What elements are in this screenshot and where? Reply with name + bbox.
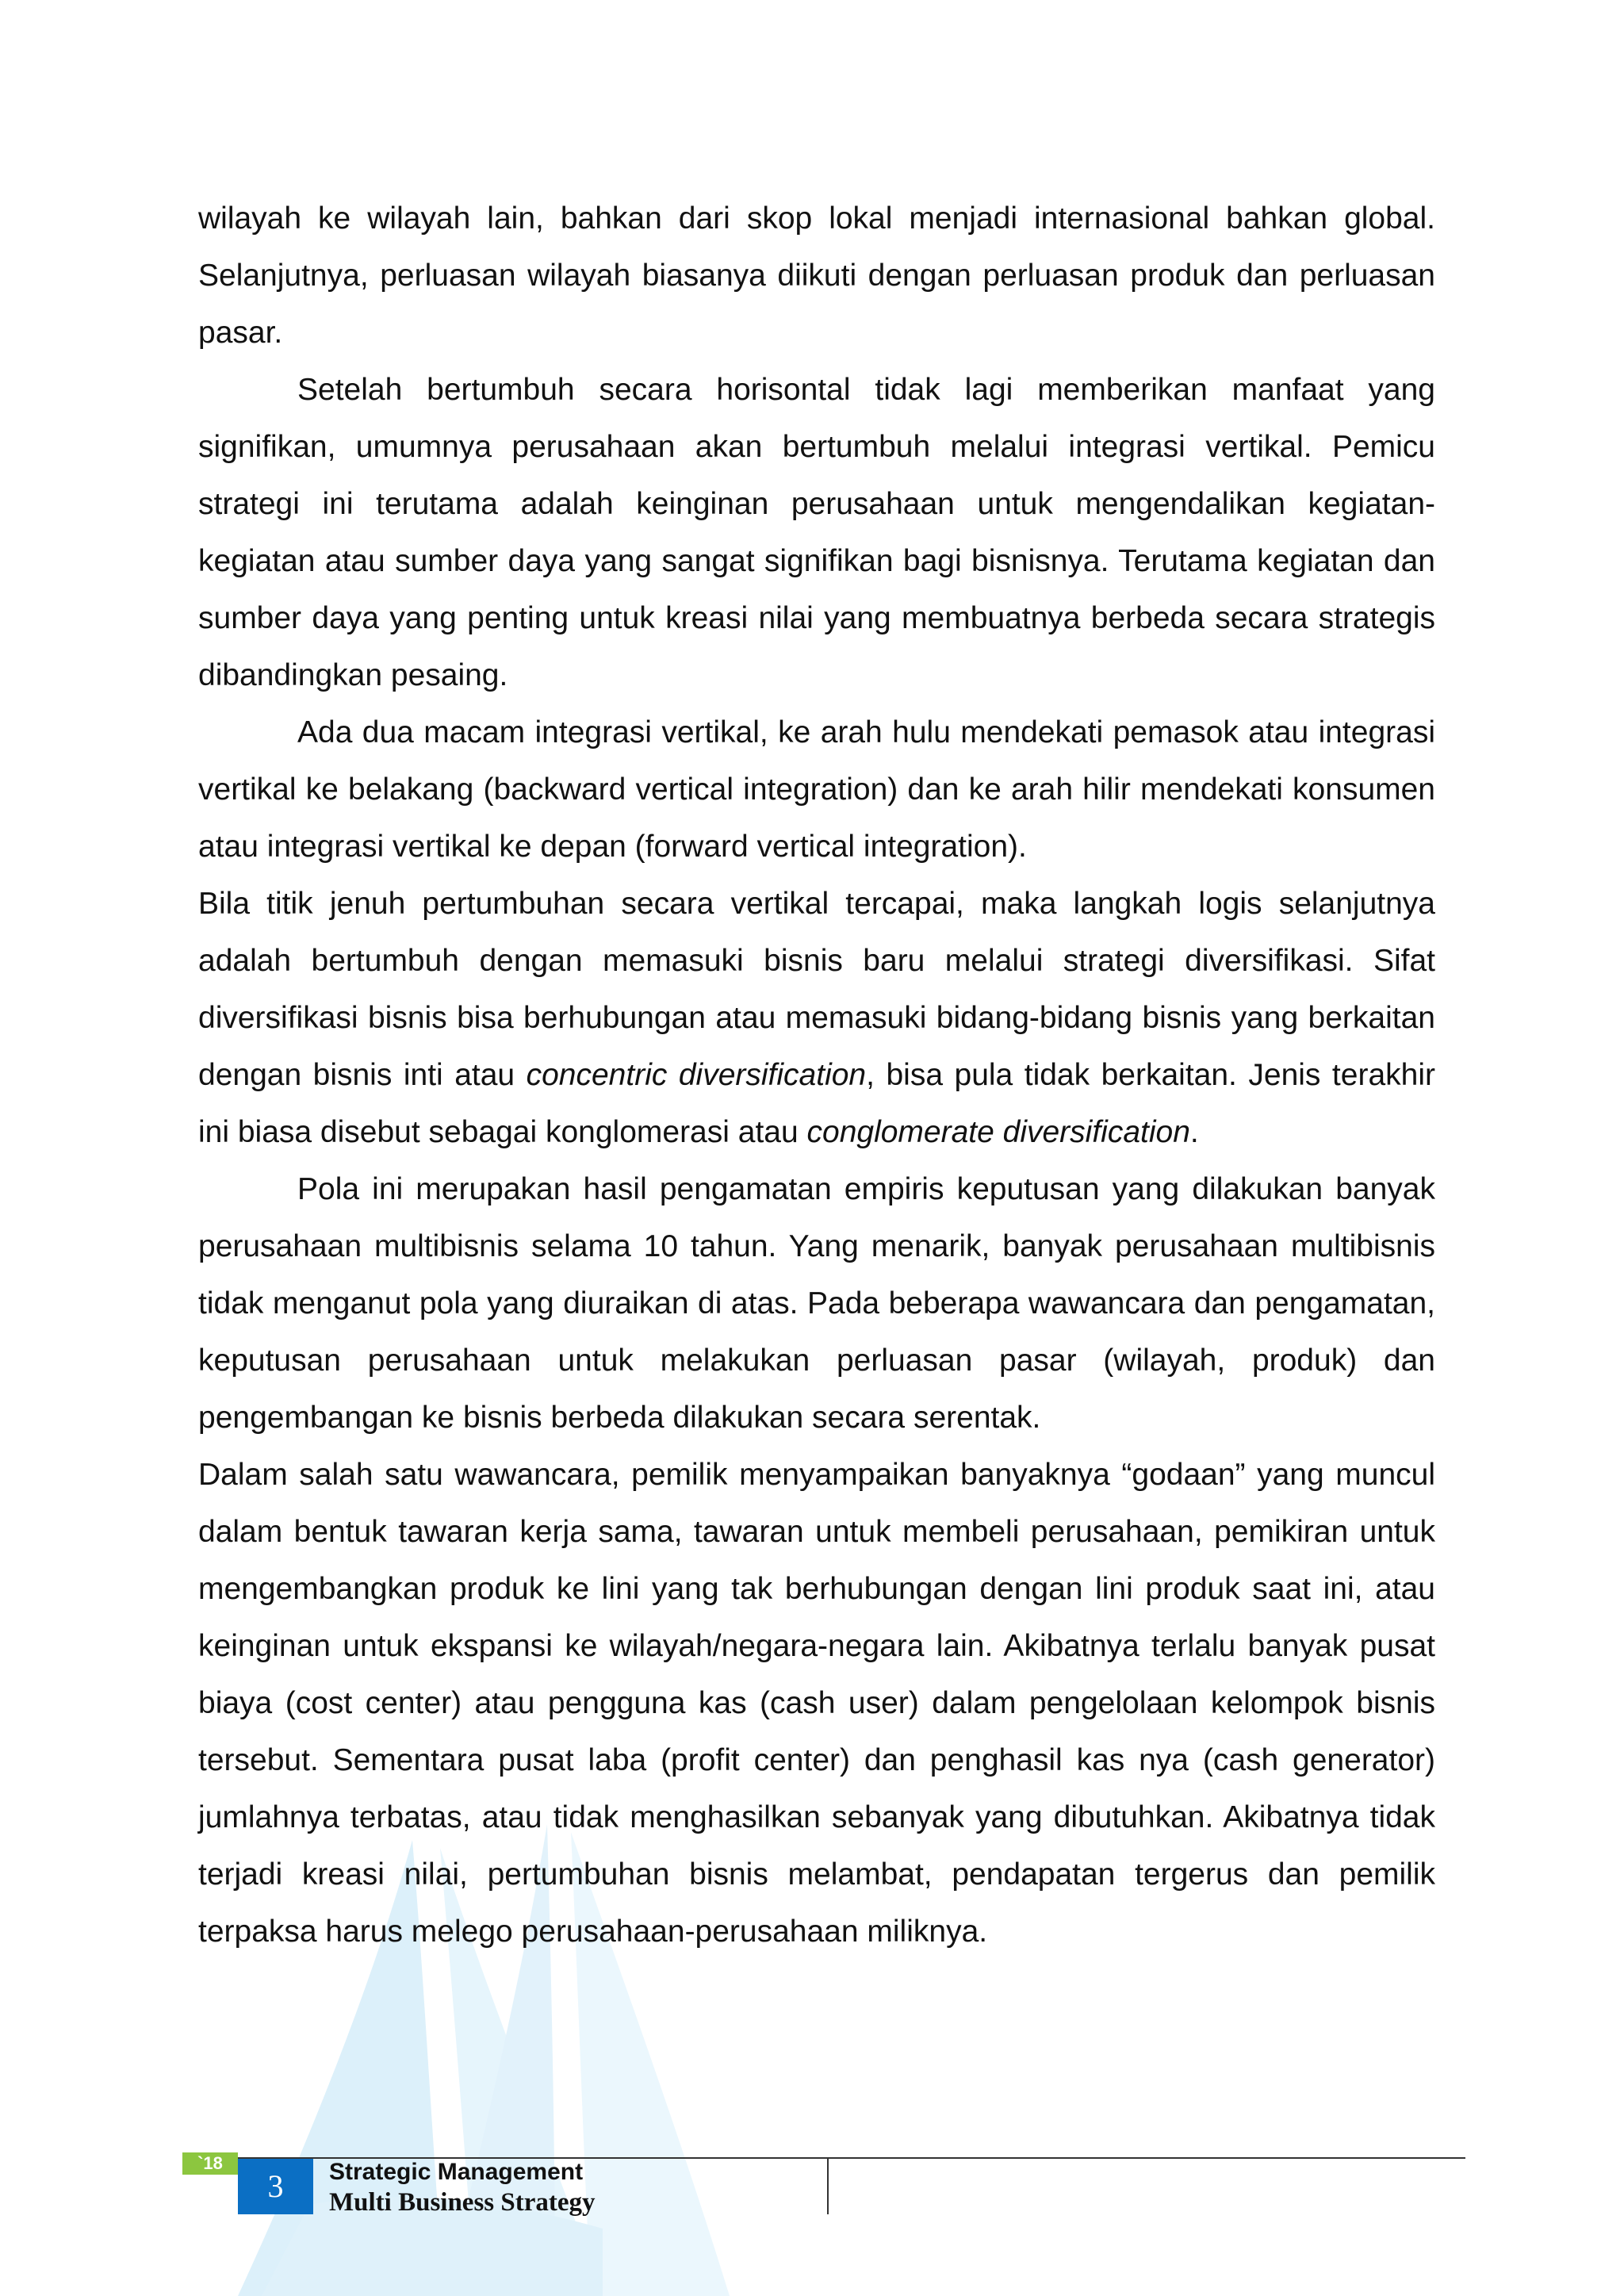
paragraph <box>198 190 1435 362</box>
paragraph <box>198 1447 1435 1961</box>
italic-term: concentric diversification <box>526 1058 867 1092</box>
italic-term: conglomerate diversification <box>806 1115 1190 1149</box>
text-run: Setelah bertumbuh secara horisontal tidak lagi memberikan manfaat yang signifikan, umumnya perusahaan akan bertumbuh melalui integrasi vertikal. Pemicu strategi ini terutama adalah keinginan perusahaan untuk mengendalikan kegiatan-kegiatan atau sumber daya yang sangat signifikan bagi bisnisnya. Terutama kegiatan dan sumber daya yang penting untuk kreasi nilai yang membuatnya berbeda secara strategis dibandingkan pesaing. <box>198 373 1435 692</box>
year-tag: `18 <box>182 2152 238 2175</box>
body-text <box>198 190 1435 1961</box>
text-run: Ada dua macam integrasi vertikal, ke arah hulu mendekati pemasok atau integrasi vertikal ke belakang (backward vertical integration) dan ke arah hilir mendekati konsumen atau integrasi vertikal ke depan (forward vertical integration). <box>198 715 1435 864</box>
text-run: , bisa pula tidak berkaitan. Jenis terakhir ini biasa disebut sebagai konglomerasi atau <box>198 1058 1435 1149</box>
footer-subtitle: Multi Business Strategy <box>329 2188 596 2217</box>
text-run: Pola ini merupakan hasil pengamatan empiris keputusan yang dilakukan banyak perusahaan multibisnis selama 10 tahun. Yang menarik, banyak perusahaan multibisnis tidak menganut pola yang diuraikan di atas. Pada beberapa wawancara dan pengamatan, keputusan perusahaan untuk melakukan perluasan pasar (wilayah, produk) dan pengembangan ke bisnis berbeda dilakukan secara serentak. <box>198 1172 1435 1435</box>
text-run: wilayah ke wilayah lain, bahkan dari skop lokal menjadi internasional bahkan global. Selanjutnya, perluasan wilayah biasanya diikuti dengan perluasan produk dan perluasan pasar. <box>198 201 1435 350</box>
text-run: Dalam salah satu wawancara, pemilik menyampaikan banyaknya “godaan” yang muncul dalam bentuk tawaran kerja sama, tawaran untuk membeli perusahaan, pemikiran untuk mengembangkan produk ke lini yang tak berhubungan dengan lini produk saat ini, atau keinginan untuk ekspansi ke wilayah/negara-negara lain. Akibatnya terlalu banyak pusat biaya (cost center) atau pengguna kas (cash user) dalam pengelolaan kelompok bisnis tersebut. Sementara pusat laba (profit center) dan penghasil kas nya (cash generator) jumlahnya terbatas, atau tidak menghasilkan sebanyak yang dibutuhkan. Akibatnya tidak terjadi kreasi nilai, pertumbuhan bisnis melambat, pendapatan tergerus dan pemilik terpaksa harus melego perusahaan-perusahaan miliknya. <box>198 1458 1435 1949</box>
paragraph <box>198 876 1435 1161</box>
footer-separator <box>827 2159 829 2214</box>
text-run: . <box>1189 1115 1199 1149</box>
paragraph <box>198 362 1435 704</box>
paragraph <box>198 704 1435 876</box>
page-number: 3 <box>238 2159 313 2214</box>
text-run: Bila titik jenuh pertumbuhan secara vertikal tercapai, maka langkah logis selanjutnya adalah bertumbuh dengan memasuki bisnis baru melalui strategi diversifikasi. Sifat diversifikasi bisnis bisa berhubungan atau memasuki bidang-bidang bisnis yang berkaitan dengan bisnis inti atau <box>198 887 1435 1092</box>
paragraph <box>198 1161 1435 1447</box>
footer-title: Strategic Management <box>329 2159 584 2185</box>
